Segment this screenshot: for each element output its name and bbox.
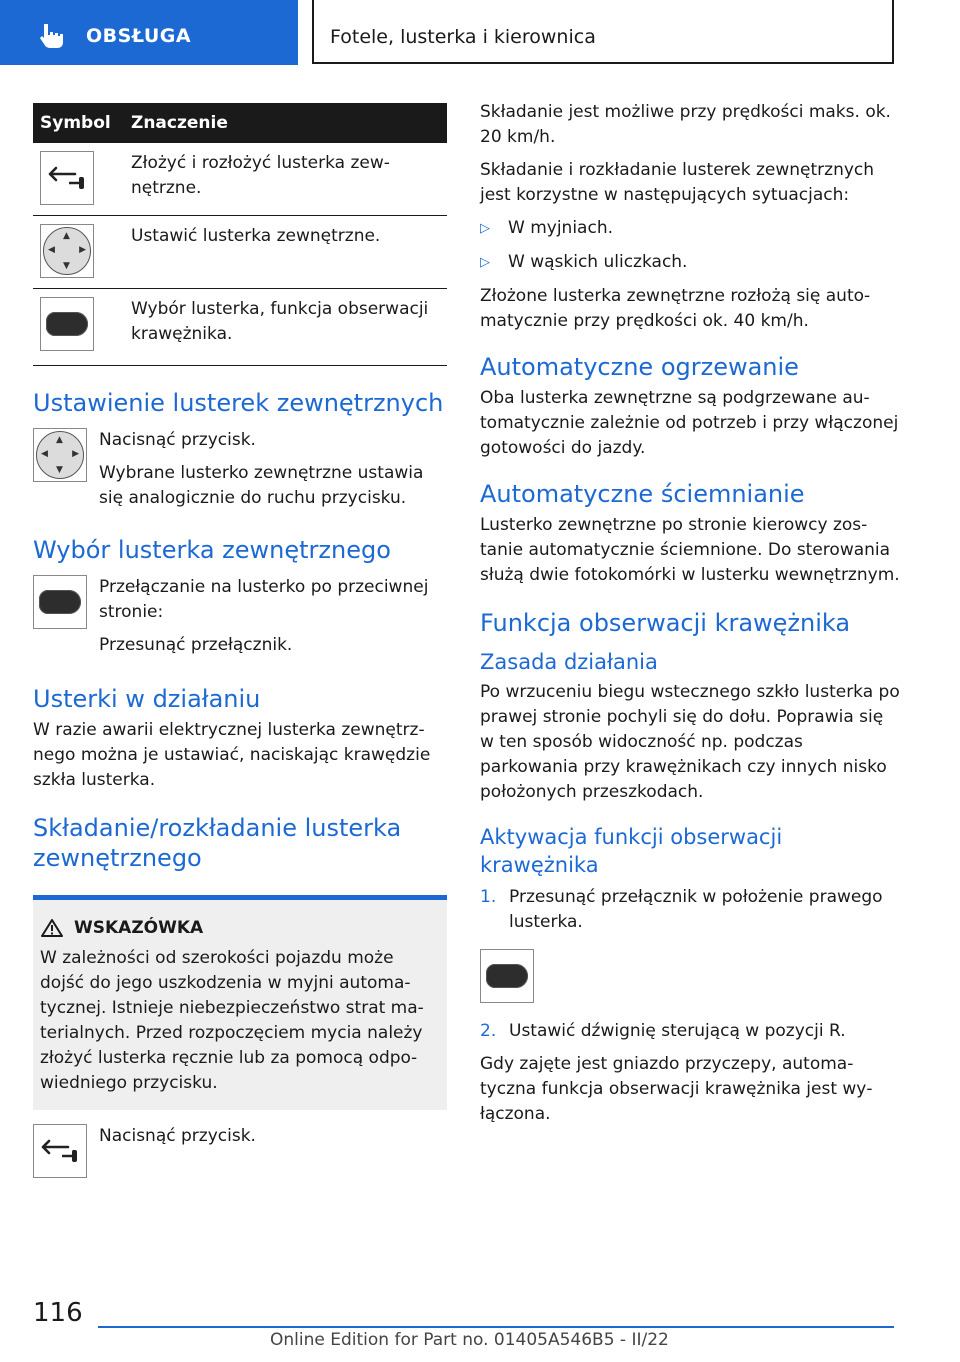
warning-box xyxy=(33,895,447,1110)
section-label: OBSŁUGA xyxy=(86,25,192,47)
mirror-switch-icon xyxy=(33,575,87,629)
heading-activate: Aktywacja funkcji obserwacji krawężnika xyxy=(480,825,783,877)
warning-triangle-icon xyxy=(40,918,64,938)
list-item: 1. Przesunąć przełącznik w położenie prawego lusterka. xyxy=(480,887,883,932)
symbol-table xyxy=(33,103,447,366)
select-text-1: Przełączanie na lusterko po przeciwnej stronie: xyxy=(99,577,429,622)
list-item: ▷ W myjniach. xyxy=(480,216,900,241)
heading-curb: Funkcja obserwacji krawężnika xyxy=(480,609,851,637)
heading-dimming: Automatyczne ściemnianie xyxy=(480,480,805,508)
fault-text: W razie awarii elektrycznej lusterka zewnętrznego można je ustawiać, naciskając krawędzie szkła lusterka. xyxy=(33,720,431,790)
list-item: ▷ W wąskich uliczkach. xyxy=(480,250,900,275)
auto-unfold-text: Złożone lusterka zewnętrzne rozłożą się automatycznie przy prędkości ok. 40 km/h. xyxy=(480,286,871,331)
page-number: 116 xyxy=(33,1298,83,1328)
select-text-2: Przesunąć przełącznik. xyxy=(99,635,293,655)
left-column xyxy=(33,103,447,1178)
table-row xyxy=(33,289,447,366)
four-way-pad-icon: ▲ ▼ ◀ ▶ xyxy=(33,428,87,482)
table-row xyxy=(33,216,447,289)
fold-press-text: Nacisnąć przycisk. xyxy=(99,1126,256,1146)
adjust-row xyxy=(33,428,447,519)
situations-list xyxy=(480,216,900,275)
triangle-bullet-icon: ▷ xyxy=(480,221,490,236)
table-row xyxy=(33,143,447,216)
heading-heating: Automatyczne ogrzewanie xyxy=(480,353,799,381)
adjust-text-1: Nacisnąć przycisk. xyxy=(99,430,256,450)
heating-text: Oba lusterka zewnętrzne są podgrzewane automatycznie zależnie od potrzeb i przy włączonej gotowości do jazdy. xyxy=(480,388,899,458)
heading-adjust: Ustawienie lusterek zewnętrznych xyxy=(33,389,444,417)
list-item: 2. Ustawić dźwignię sterującą w pozycji R. xyxy=(480,1021,846,1041)
fold-situations-text: Składanie i rozkładanie lusterek zewnętrznych jest korzystne w następujących sytuacjach: xyxy=(480,160,875,205)
row-meaning: Ustawić lusterka zewnętrzne. xyxy=(124,216,447,289)
section-tab xyxy=(0,0,298,65)
adjust-text-2: Wybrane lusterko zewnętrzne ustawia się analogicznie do ruchu przycisku. xyxy=(99,463,424,508)
fold-row xyxy=(33,1124,447,1178)
heading-fault: Usterki w działaniu xyxy=(33,685,261,713)
heading-fold: Składanie/rozkładanie lusterka zewnętrznego xyxy=(33,814,402,872)
steps-list xyxy=(480,1019,900,1044)
select-row xyxy=(33,575,447,666)
four-way-pad-icon: ▲ ▼ ◀ ▶ xyxy=(40,224,94,278)
mirror-switch-icon xyxy=(40,297,94,351)
heading-select: Wybór lusterka zewnętrznego xyxy=(33,536,391,564)
footer-divider xyxy=(98,1326,894,1328)
row-meaning: Złożyć i rozłożyć lusterka zewnętrzne. xyxy=(124,143,447,216)
right-column xyxy=(480,100,900,1135)
heading-principle: Zasada działania xyxy=(480,650,658,674)
dimming-text: Lusterko zewnętrzne po stronie kierowcy zostanie automatycznie ściemnione. Do sterowania służą dwie fotokomórki w lusterku wewnętrznym. xyxy=(480,515,900,585)
triangle-bullet-icon: ▷ xyxy=(480,255,490,270)
mirror-switch-icon xyxy=(480,949,534,1003)
edition-text: Online Edition for Part no. 01405A546B5 - II/22 xyxy=(270,1330,669,1350)
steps-list xyxy=(480,885,900,935)
row-meaning: Wybór lusterka, funkcja obserwacji krawężnika. xyxy=(124,289,447,366)
col-symbol-header: Symbol xyxy=(33,103,124,143)
col-meaning-header: Znaczenie xyxy=(124,103,447,143)
warning-text: W zależności od szerokości pojazdu może dojść do jego uszkodzenia w myjni automatycznej. Istnieje niebezpieczeństwo strat materialnych. Przed rozpoczęciem mycia należy złożyć lusterka ręcznie lub za pomocą odpowiedniego przycisku. xyxy=(40,948,424,1093)
chapter-title: Fotele, lusterka i kierownica xyxy=(330,26,596,48)
fold-speed-text: Składanie jest możliwe przy prędkości maks. ok. 20 km/h. xyxy=(480,102,891,147)
fold-mirror-icon xyxy=(33,1124,87,1178)
fold-mirror-icon xyxy=(40,151,94,205)
hand-pointer-icon xyxy=(38,22,68,50)
warning-title: WSKAZÓWKA xyxy=(74,918,204,938)
trailer-text: Gdy zajęte jest gniazdo przyczepy, automatyczna funkcja obserwacji krawężnika jest wyłączona. xyxy=(480,1054,873,1124)
chapter-header xyxy=(312,0,894,64)
principle-text: Po wrzuceniu biegu wstecznego szkło lusterka po prawej stronie pochyli się do dołu. Poprawia się w ten sposób widoczność np. podczas parkowania przy krawężnikach czy innych nisko położonych przeszkodach. xyxy=(480,682,900,802)
